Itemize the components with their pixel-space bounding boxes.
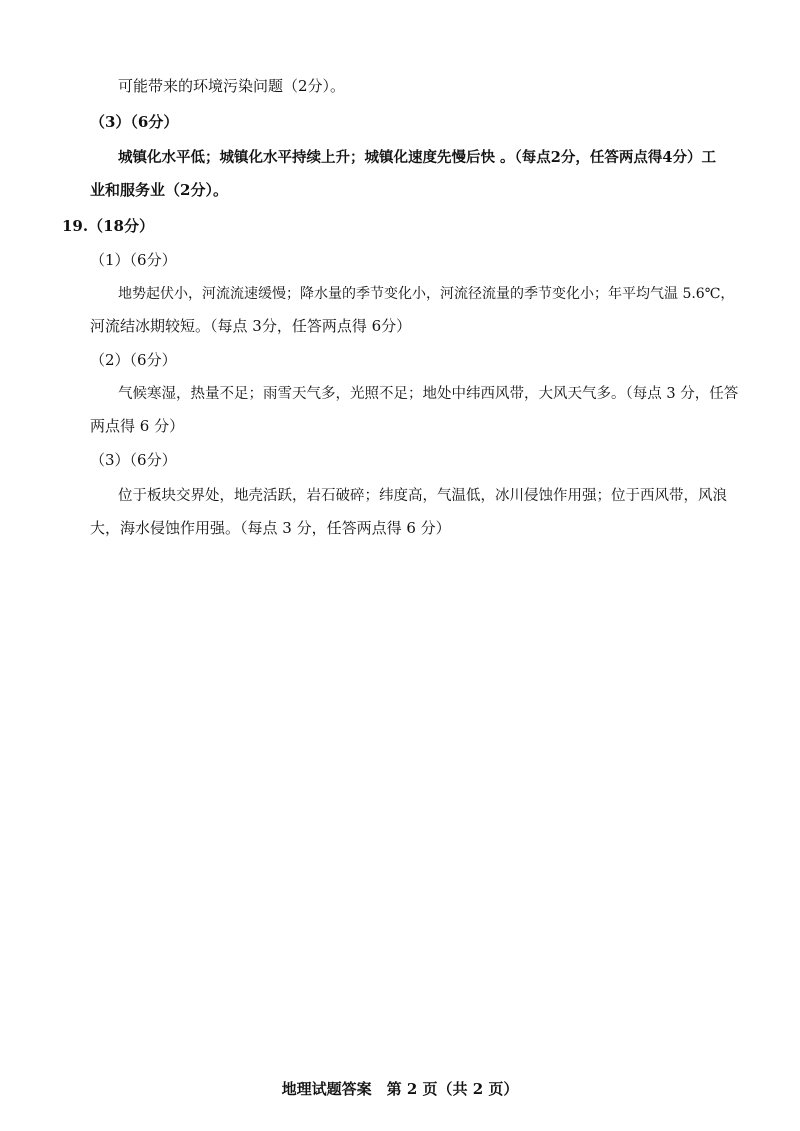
prev-answer-continuation: 可能带来的环境污染问题（2分）。 xyxy=(118,77,346,95)
page-footer: 地理试题答案 第 2 页（共 2 页） xyxy=(281,1080,519,1098)
q19-part2-answer-line1: 气候寒湿，热量不足；雨雪天气多，光照不足；地处中纬西风带，大风天气多。（每点 3 分，任答 xyxy=(118,386,739,402)
prev-part3-answer-line2: 业和服务业（2分）。 xyxy=(90,181,228,199)
question19-header: 19.（18分） xyxy=(62,217,154,235)
q19-part2-label: （2）（6分） xyxy=(90,351,177,369)
q19-part3-answer-line2: 大，海水侵蚀作用强。（每点 3 分，任答两点得 6 分） xyxy=(90,519,451,537)
q19-part1-label: （1）（6分） xyxy=(90,251,177,269)
q19-part2-answer-line2: 两点得 6 分） xyxy=(90,417,185,435)
q19-part3-label: （3）（6分） xyxy=(90,451,177,469)
q19-part1-answer-line1: 地势起伏小，河流流速缓慢；降水量的季节变化小，河流径流量的季节变化小；年平均气温 5.6℃， xyxy=(118,286,735,302)
q19-part1-answer-line2: 河流结冰期较短。（每点 3分，任答两点得 6分） xyxy=(90,317,412,335)
q19-part3-answer-line1: 位于板块交界处，地壳活跃，岩石破碎；纬度高，气温低，冰川侵蚀作用强；位于西风带，风浪 xyxy=(118,488,727,504)
prev-part3-label: （3）（6分） xyxy=(90,113,179,131)
prev-part3-answer-line1: 城镇化水平低；城镇化水平持续上升；城镇化速度先慢后快 。（每点2分，任答两点得4分）工 xyxy=(118,149,716,166)
